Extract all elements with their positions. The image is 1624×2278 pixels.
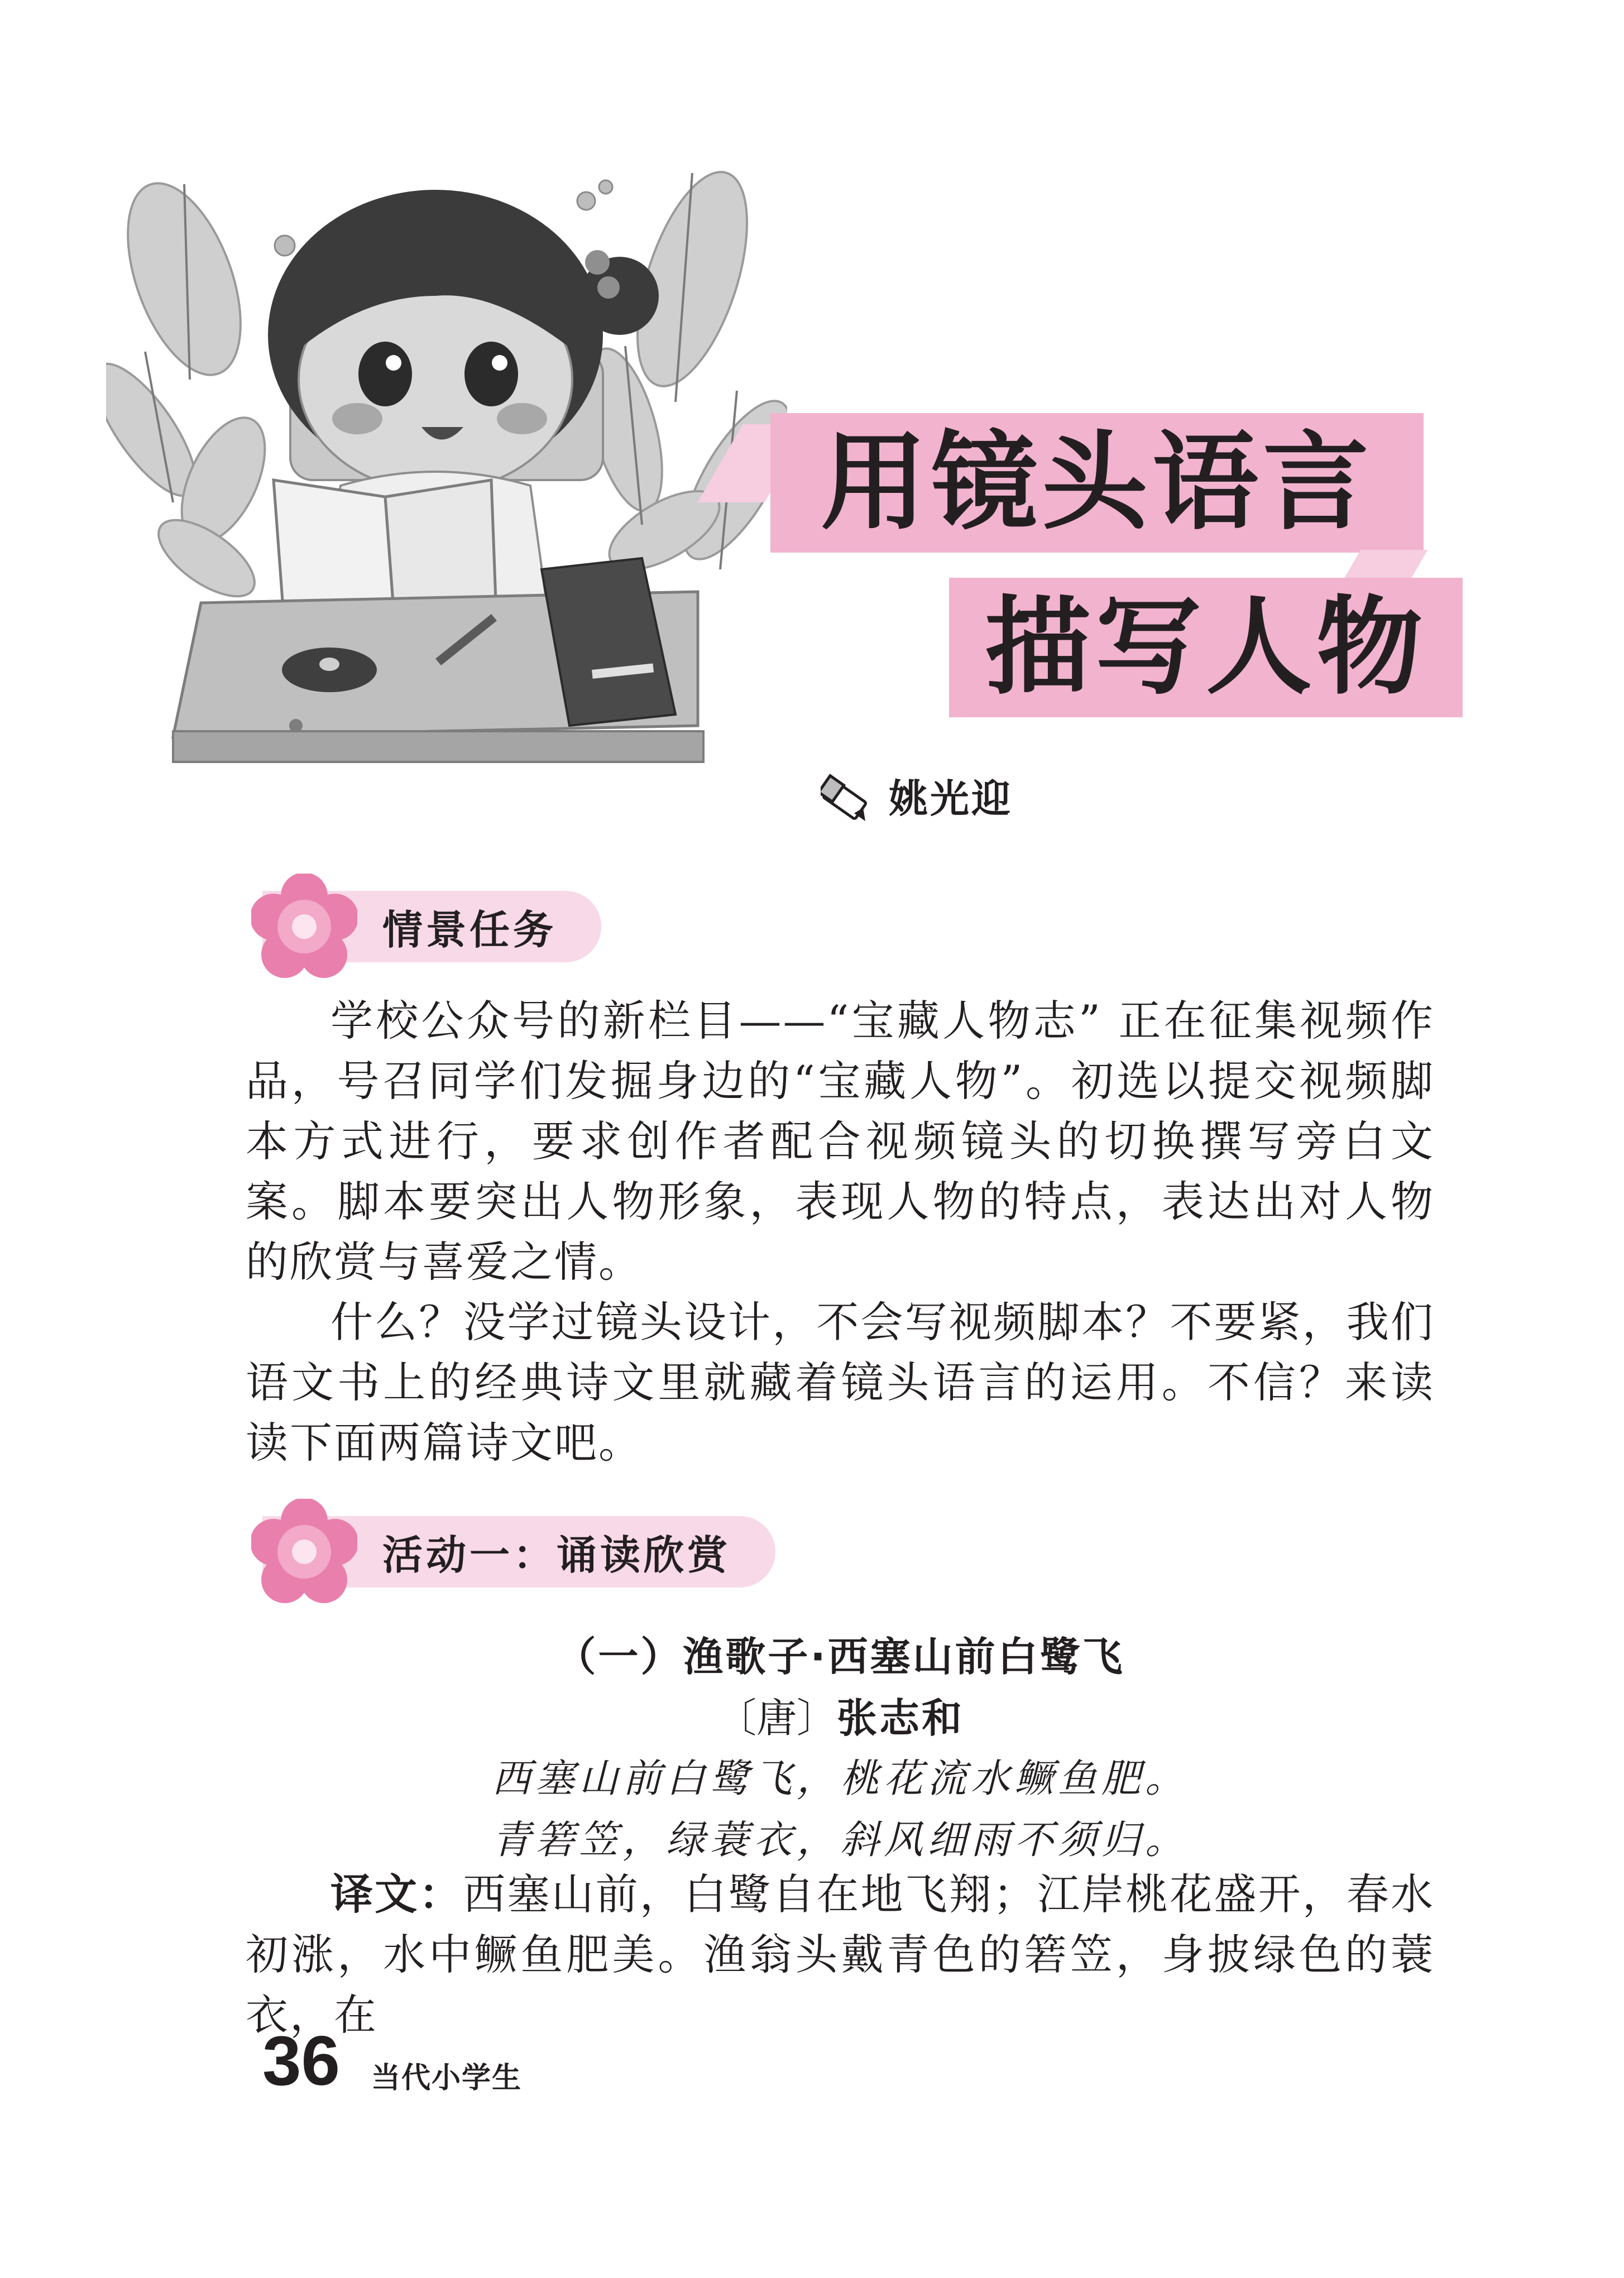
- section-heading-scenario: [251, 874, 601, 980]
- poem-dynasty: 〔唐〕: [716, 1695, 837, 1742]
- scenario-paragraph-2: 什么？没学过镜头设计，不会写视频脚本？不要紧，我们语文书上的经典诗文里就藏着镜头语言的运用。不信？来读读下面两篇诗文吧。: [246, 1297, 1435, 1467]
- poem-title: （一）渔歌子·西塞山前白鹭飞: [555, 1633, 1125, 1680]
- flower-icon: [251, 874, 357, 980]
- flower-icon: [251, 1499, 357, 1605]
- page-number: 36: [262, 2022, 341, 2100]
- title-banner-line2: [949, 578, 1463, 717]
- author-byline: [821, 765, 1013, 826]
- magazine-name: 当代小学生: [371, 2061, 523, 2095]
- poem-attribution: [246, 1686, 1435, 1744]
- poem-line-1: 西塞山前白鹭飞，桃花流水鳜鱼肥。: [492, 1756, 1189, 1801]
- pencil-icon: [821, 768, 876, 823]
- translation-text: 西塞山前，白鹭自在地飞翔；江岸桃花盛开，春水初涨，水中鳜鱼肥美。渔翁头戴青色的箬笠，身披绿色的蓑衣，在: [246, 1869, 1435, 2040]
- title-banner-line1: [770, 413, 1424, 553]
- section-heading-activity1: [251, 1499, 775, 1605]
- page-title-line1: 用镜头语言: [820, 421, 1373, 544]
- section-heading-text: 情景任务: [382, 907, 557, 953]
- girl-reading-illustration: [106, 167, 787, 770]
- page-title-line2: 描写人物: [984, 586, 1427, 709]
- scenario-paragraph-1: 学校公众号的新栏目——“宝藏人物志” 正在征集视频作品，号召同学们发掘身边的“宝藏人物”。初选以提交视频脚本方式进行，要求创作者配合视频镜头的切换撰写旁白文案。脚本要突出人物形象，表现人物的特点，表达出对人物的欣赏与喜爱之情。: [246, 996, 1435, 1287]
- author-name: 姚光迎: [889, 775, 1013, 822]
- poem-translation: [246, 1864, 1435, 2045]
- poem-line-2: 青箬笠，绿蓑衣，斜风细雨不须归。: [492, 1817, 1189, 1863]
- poem-author: 张志和: [837, 1695, 965, 1742]
- translation-label: 译文：: [330, 1869, 463, 1919]
- section-heading-text: 活动一：诵读欣赏: [382, 1532, 731, 1579]
